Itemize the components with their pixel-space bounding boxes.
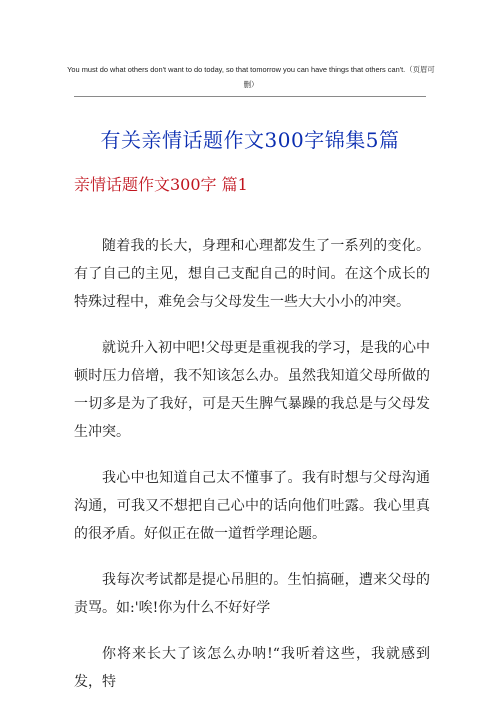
article-body — [74, 232, 430, 714]
paragraph-2: 就说升入初中吧!父母更是重视我的学习，是我的心中顿时压力倍增，我不知该怎么办。虽然我知道父母所做的一切多是为了我好，可是天生脾气暴躁的我总是与父母发生冲突。 — [74, 340, 430, 440]
paragraph-1: 随着我的长大，身理和心理都发生了一系列的变化。有了自己的主见，想自己支配自己的时间。在这个成长的特殊过程中，难免会与父母发生一些大大小小的冲突。 — [74, 238, 430, 310]
section-heading: 亲情话题作文300字 篇1 — [74, 175, 248, 194]
paragraph-5: 你将来长大了该怎么办呐!“我听着这些，我就感到发，特 — [74, 646, 430, 690]
document-title: 有关亲情话题作文300字锦集5篇 — [100, 128, 400, 153]
paragraph-4: 我每次考试都是提心吊胆的。生怕搞砸，遭来父母的责骂。如:'唉!你为什么不好好学 — [74, 572, 430, 616]
paragraph-3: 我心中也知道自己太不懂事了。我有时想与父母沟通沟通，可我又不想把自己心中的话向他们吐露。我心里真的很矛盾。好似正在做一道哲学理论题。 — [74, 470, 430, 542]
header-divider — [74, 96, 426, 97]
header-quote: You must do what others don't want to do today, so that tomorrow you can have things that others can't.（页眉可删） — [67, 65, 435, 89]
